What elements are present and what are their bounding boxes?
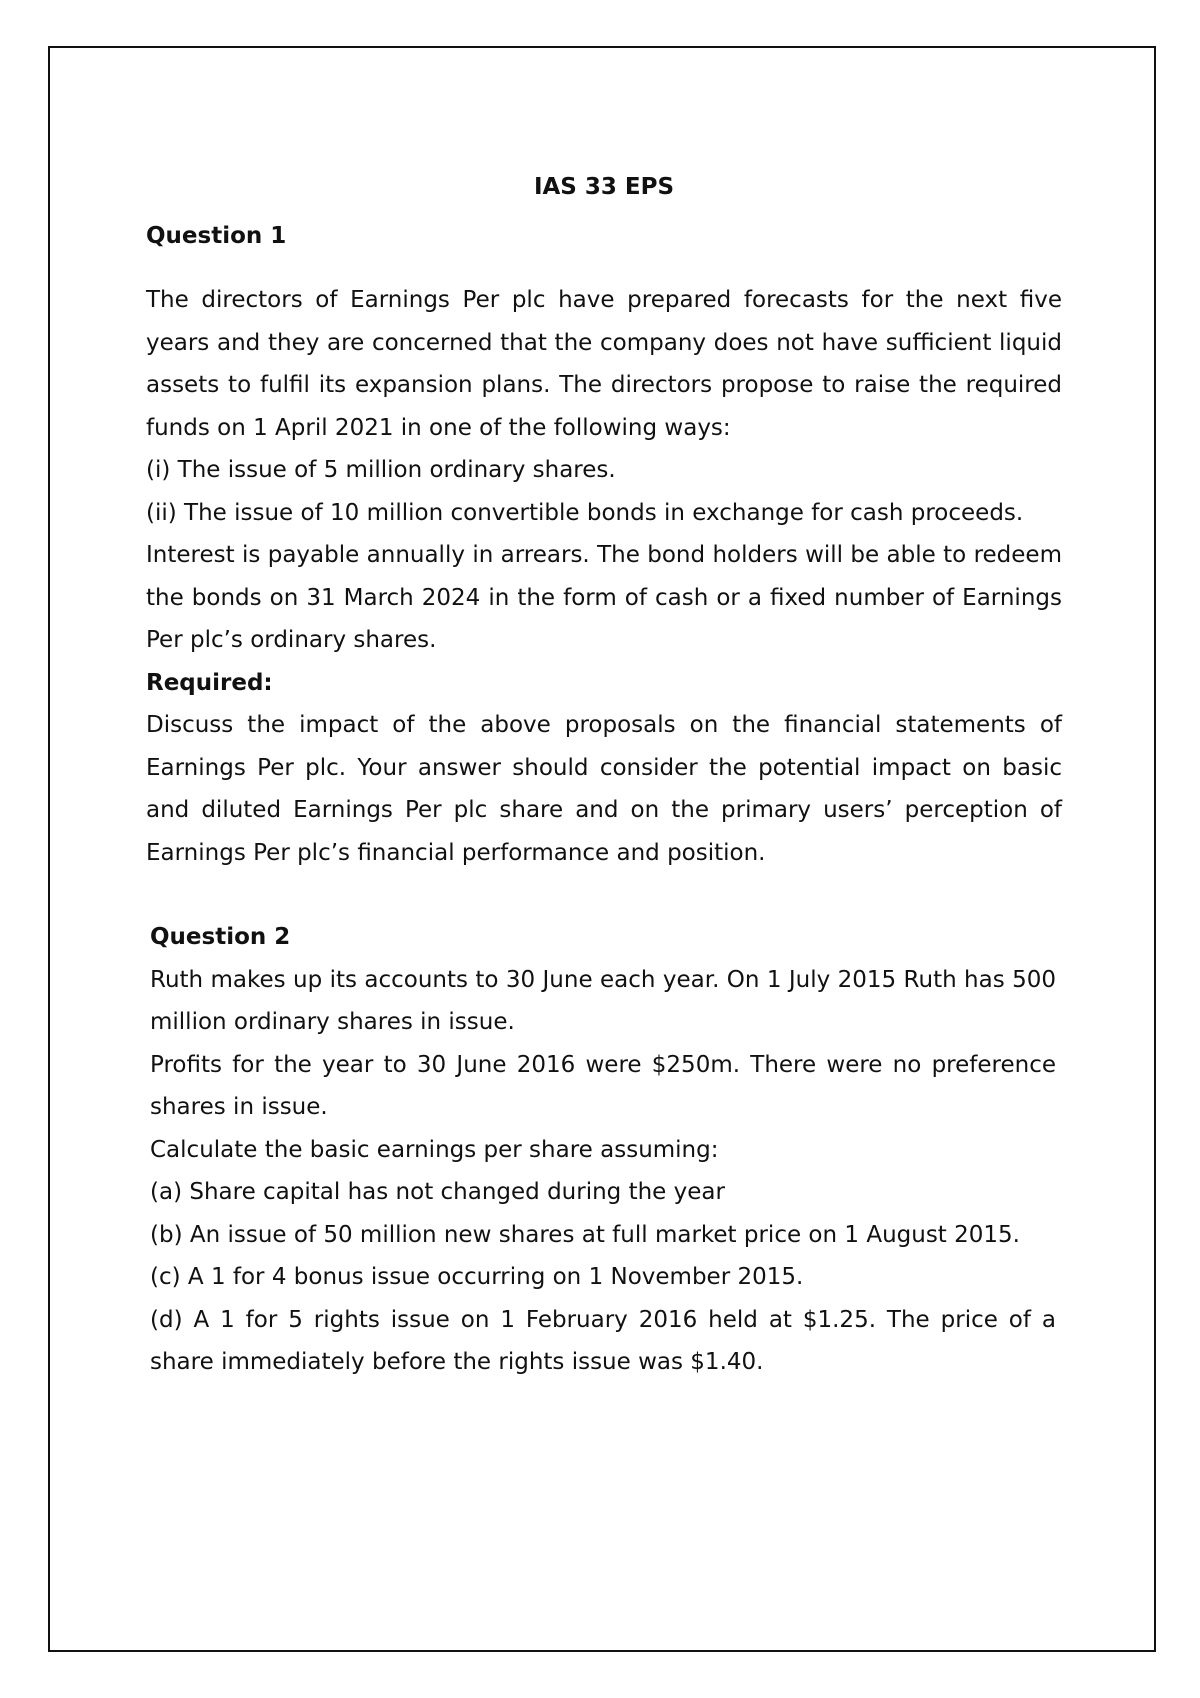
question-1-intro: The directors of Earnings Per plc have prepared forecasts for the next five years and they are concerned that the company does not have sufficient liquid assets to fulfil its expansion plans. The directors propose to raise the required funds on 1 April 2021 in one of the following ways: <box>146 287 1062 441</box>
question-2-item-b: (b) An issue of 50 million new shares at full market price on 1 August 2015. <box>150 1221 1020 1248</box>
question-1-option-ii: (ii) The issue of 10 million convertible bonds in exchange for cash proceeds. <box>146 499 1024 526</box>
question-1-required-label: Required: <box>146 669 273 696</box>
question-2-item-a: (a) Share capital has not changed during the year <box>150 1179 725 1205</box>
question-1-option-i: (i) The issue of 5 million ordinary shares. <box>146 457 616 483</box>
document-body <box>146 150 1062 1384</box>
section-spacer <box>146 874 1062 916</box>
question-2-heading: Question 2 <box>150 924 291 950</box>
question-2-calc: Calculate the basic earnings per share assuming: <box>150 1136 719 1163</box>
question-1-heading: Question 1 <box>146 222 287 249</box>
question-2-item-d: (d) A 1 for 5 rights issue on 1 February 2016 held at $1.25. The price of a share immediately before the rights issue was $1.40. <box>150 1306 1056 1375</box>
document-title: IAS 33 EPS <box>533 174 675 200</box>
question-2-para1: Ruth makes up its accounts to 30 June each year. On 1 July 2015 Ruth has 500 million ordinary shares in issue. <box>150 966 1056 1035</box>
question-1-required-text: Discuss the impact of the above proposals on the financial statements of Earnings Per plc. Your answer should consider the potential impact on basic and diluted Earnings Per plc share and on the primary users’ perception of Earnings Per plc’s financial performance and position. <box>146 712 1062 866</box>
question-2-para2: Profits for the year to 30 June 2016 were $250m. There were no preference shares in issue. <box>150 1051 1056 1120</box>
question-2-item-c: (c) A 1 for 4 bonus issue occurring on 1 November 2015. <box>150 1264 804 1290</box>
question-1-interest: Interest is payable annually in arrears. The bond holders will be able to redeem the bonds on 31 March 2024 in the form of cash or a fixed number of Earnings Per plc’s ordinary shares. <box>146 542 1062 653</box>
question-2-section <box>150 916 1056 1384</box>
